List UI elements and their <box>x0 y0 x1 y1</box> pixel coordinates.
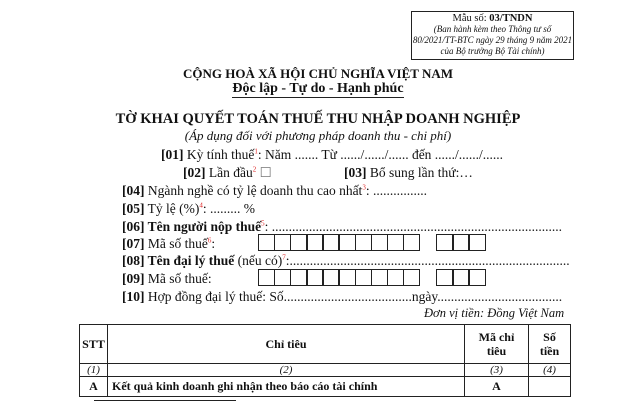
field-04[interactable] <box>122 183 427 199</box>
index-2: (2) <box>108 364 465 377</box>
page-subtitle: (Áp dụng đối với phương pháp doanh thu - chi phí) <box>184 128 452 143</box>
table-index-row <box>80 364 571 377</box>
field-03-label[interactable]: Bổ sung lần thứ:… <box>366 165 473 180</box>
field-07 <box>122 236 215 252</box>
row-stt: A <box>80 377 108 397</box>
footnote-ref: 6 <box>207 236 212 245</box>
field-04-value[interactable]: : ................ <box>365 183 427 198</box>
field-07-code: [07] <box>122 236 145 251</box>
footnote-separator <box>94 400 236 401</box>
field-02-label: Lần đầu <box>205 165 253 180</box>
header-indicator: Chỉ tiêu <box>108 325 465 364</box>
header-stt: STT <box>80 325 108 364</box>
digit-box[interactable] <box>468 269 485 286</box>
digit-box[interactable] <box>306 269 323 286</box>
digit-box[interactable] <box>436 234 453 251</box>
field-09-label: Mã số thuế: <box>144 271 212 286</box>
header-amount-line2: tiền <box>539 344 560 358</box>
field-04-label: Ngành nghề có tỷ lệ doanh thu cao nhất <box>144 183 363 198</box>
digit-box[interactable] <box>290 234 307 251</box>
colon: : <box>211 236 216 251</box>
digit-box[interactable] <box>338 269 355 286</box>
spacer <box>420 234 436 251</box>
footnote-ref: 1 <box>254 147 258 156</box>
digit-box[interactable] <box>274 234 291 251</box>
header-amount <box>529 325 571 364</box>
table-row <box>80 377 571 397</box>
digit-box[interactable] <box>258 234 275 251</box>
tax-agent-name-input[interactable]: :................................................................................... <box>285 253 570 268</box>
footnote-ref: 4 <box>199 201 203 210</box>
field-06[interactable] <box>122 219 562 235</box>
digit-box[interactable] <box>436 269 453 286</box>
digit-box[interactable] <box>387 234 404 251</box>
footnote-ref: 3 <box>362 183 366 192</box>
header-code <box>465 325 529 364</box>
row-label: Kết quả kinh doanh ghi nhận theo báo cáo tài chính <box>108 377 465 397</box>
index-1: (1) <box>80 364 108 377</box>
index-3: (3) <box>465 364 529 377</box>
field-01-code: [01] <box>161 147 184 162</box>
digit-box[interactable] <box>452 234 469 251</box>
declaration-table <box>79 324 571 397</box>
index-4: (4) <box>529 364 571 377</box>
field-01-value[interactable]: : Năm ....... Từ ....../....../...... đến ....../....../...... <box>257 147 504 162</box>
field-06-label: Tên người nộp thuế <box>144 219 262 234</box>
agent-tax-code-input[interactable] <box>258 269 486 286</box>
field-02-code: [02] <box>183 165 206 180</box>
taxpayer-tax-code-input[interactable] <box>258 234 486 251</box>
form-number: 03/TNDN <box>489 13 533 24</box>
field-01[interactable] <box>161 147 503 163</box>
field-06-code: [06] <box>122 219 145 234</box>
field-01-label: Kỳ tính thuế <box>183 147 255 162</box>
field-05[interactable] <box>122 201 255 217</box>
row-code: A <box>465 377 529 397</box>
row-amount[interactable] <box>529 377 571 397</box>
digit-box[interactable] <box>290 269 307 286</box>
digit-box[interactable] <box>322 269 339 286</box>
digit-box[interactable] <box>306 234 323 251</box>
field-07-label: Mã số thuế <box>144 236 208 251</box>
issued-line-1: (Ban hành kèm theo Thông tư số <box>433 24 552 34</box>
agent-contract-input[interactable]: ......................................ngày..................................... <box>283 289 563 304</box>
digit-box[interactable] <box>371 269 388 286</box>
field-09 <box>122 271 212 287</box>
field-08-code: [08] <box>122 253 145 268</box>
digit-box[interactable] <box>322 234 339 251</box>
digit-box[interactable] <box>355 269 372 286</box>
header-code-line1: Mã chỉ <box>478 330 515 344</box>
digit-box[interactable] <box>387 269 404 286</box>
form-number-box <box>411 11 574 60</box>
issued-line-3: của Bộ trưởng Bộ Tài chính) <box>440 46 545 56</box>
first-time-checkbox[interactable]: ☐ <box>256 165 272 180</box>
field-03-code: [03] <box>344 165 367 180</box>
digit-box[interactable] <box>371 234 388 251</box>
digit-box[interactable] <box>403 234 420 251</box>
field-08-optional: (nếu có) <box>234 253 283 268</box>
spacer <box>420 269 436 286</box>
digit-box[interactable] <box>468 234 485 251</box>
field-10-label: Hợp đồng đại lý thuế: Số <box>144 289 284 304</box>
field-08-label: Tên đại lý thuế <box>144 253 235 268</box>
currency-note: Đơn vị tiền: Đồng Việt Nam <box>424 306 565 320</box>
digit-box[interactable] <box>355 234 372 251</box>
digit-box[interactable] <box>274 269 291 286</box>
field-10-code: [10] <box>122 289 145 304</box>
digit-box[interactable] <box>403 269 420 286</box>
field-03[interactable] <box>344 165 473 181</box>
motto-wrap <box>0 81 636 97</box>
country-name: CỘNG HOÀ XÃ HỘI CHỦ NGHĨA VIỆT NAM <box>182 66 454 81</box>
field-05-code: [05] <box>122 201 145 216</box>
motto: Độc lập - Tự do - Hạnh phúc <box>232 81 404 96</box>
footnote-ref: 7 <box>282 253 286 262</box>
digit-box[interactable] <box>338 234 355 251</box>
footnote-ref: 2 <box>252 165 257 174</box>
digit-box[interactable] <box>258 269 275 286</box>
header-amount-line1: Số <box>543 330 556 344</box>
table-header-row <box>80 325 571 364</box>
footnote-ref: 5 <box>261 219 265 228</box>
field-02[interactable] <box>183 165 272 181</box>
field-09-code: [09] <box>122 271 145 286</box>
header-code-line2: tiêu <box>486 344 507 358</box>
field-05-value[interactable]: : ......... % <box>202 201 255 216</box>
page-title: TỜ KHAI QUYẾT TOÁN THUẾ THU NHẬP DOANH NGHIỆP <box>115 111 521 127</box>
taxpayer-name-input[interactable]: : ...................................................................................... <box>264 219 563 234</box>
field-05-label: Tỷ lệ (%) <box>144 201 200 216</box>
issued-line-2: 80/2021/TT-BTC ngày 29 tháng 9 năm 2021 <box>412 35 573 45</box>
form-number-label: Mẫu số: <box>452 13 490 24</box>
digit-box[interactable] <box>452 269 469 286</box>
field-08[interactable] <box>122 253 570 269</box>
field-10[interactable] <box>122 289 562 305</box>
field-04-code: [04] <box>122 183 145 198</box>
